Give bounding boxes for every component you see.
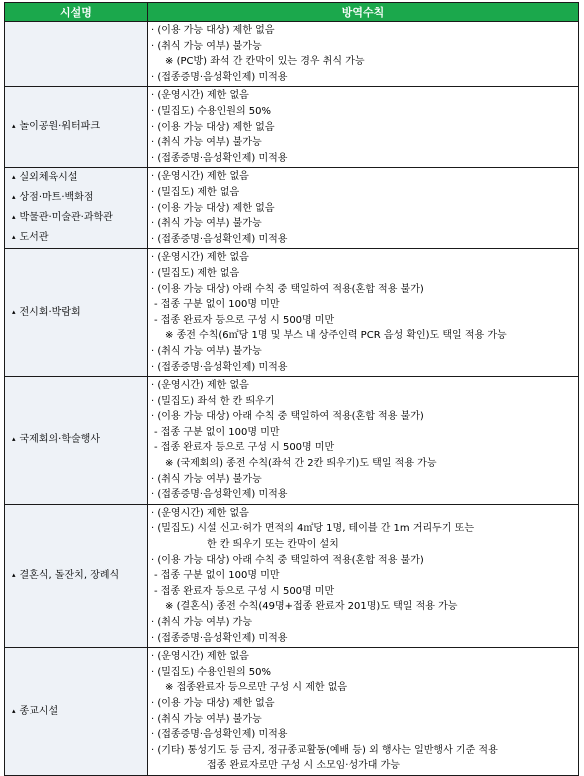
rule-item: · (이용 가능 대상) 제한 없음 bbox=[151, 23, 576, 39]
facility-name: ▴ 결혼식, 돌잔치, 장례식 bbox=[12, 566, 147, 586]
measures-cell bbox=[148, 87, 579, 168]
rule-item: · (밀집도) 수용인원의 50% bbox=[151, 104, 576, 120]
table-row bbox=[5, 377, 579, 505]
rule-item: · (밀집도) 좌석 한 칸 띄우기 bbox=[151, 394, 576, 410]
rule-item: · (취식 가능 여부) 가능 bbox=[151, 615, 576, 631]
rule-note: ※ 종전 수칙(6㎡당 1명 및 부스 내 상주인력 PCR 음성 확인)도 택일 적용 가능 bbox=[151, 328, 576, 344]
facility-cell bbox=[5, 22, 148, 87]
header-measures: 방역수칙 bbox=[148, 3, 579, 22]
measures-cell bbox=[148, 22, 579, 87]
measures-cell bbox=[148, 504, 579, 647]
facility-name: ▴ 도서관 bbox=[12, 228, 147, 248]
rule-item: · (기타) 통성기도 등 금지, 정규종교활동(예배 등) 외 행사는 일반행사 기준 적용 bbox=[151, 743, 576, 759]
rule-item: · (밀집도) 시설 신고·허가 면적의 4㎡당 1명, 테이블 간 1m 거리두기 또는 bbox=[151, 521, 576, 537]
rule-item: · (운영시간) 제한 없음 bbox=[151, 169, 576, 185]
facility-name: ▴ 놀이공원·워터파크 bbox=[12, 117, 147, 137]
rule-subitem: - 접종 구분 없이 100명 미만 bbox=[151, 568, 576, 584]
facility-name: ▴ 박물관·미술관·과학관 bbox=[12, 208, 147, 228]
rule-item: · (운영시간) 제한 없음 bbox=[151, 88, 576, 104]
rule-item: · (이용 가능 대상) 아래 수칙 중 택일하여 적용(혼합 적용 불가) bbox=[151, 553, 576, 569]
table-body bbox=[5, 22, 579, 776]
rule-item: · (이용 가능 대상) 제한 없음 bbox=[151, 201, 576, 217]
table-row bbox=[5, 22, 579, 87]
rule-subitem: - 접종 구분 없이 100명 미만 bbox=[151, 425, 576, 441]
rule-note: ※ (국제회의) 종전 수칙(좌석 간 2칸 띄우기)도 택일 적용 가능 bbox=[151, 456, 576, 472]
rule-note: ※ (PC방) 좌석 간 칸막이 있는 경우 취식 가능 bbox=[151, 54, 576, 70]
facility-name: ▴ 종교시설 bbox=[12, 702, 147, 722]
rule-item: · (취식 가능 여부) 불가능 bbox=[151, 135, 576, 151]
rule-item: · (밀집도) 제한 없음 bbox=[151, 266, 576, 282]
table-row bbox=[5, 168, 579, 249]
rule-note: ※ (결혼식) 종전 수칙(49명+접종 완료자 201명)도 택일 적용 가능 bbox=[151, 599, 576, 615]
rule-note: ※ 접종완료자 등으로만 구성 시 제한 없음 bbox=[151, 680, 576, 696]
rule-item: · (취식 가능 여부) 불가능 bbox=[151, 39, 576, 55]
facility-cell bbox=[5, 504, 148, 647]
rule-subitem: - 접종 완료자 등으로 구성 시 500명 미만 bbox=[151, 584, 576, 600]
rule-item: · (이용 가능 대상) 아래 수칙 중 택일하여 적용(혼합 적용 불가) bbox=[151, 409, 576, 425]
measures-cell bbox=[148, 377, 579, 505]
rule-item: 한 칸 띄우기 또는 칸막이 설치 bbox=[207, 539, 339, 551]
rule-item: · (접종증명·음성확인제) 미적용 bbox=[151, 151, 576, 167]
rule-item: · (접종증명·음성확인제) 미적용 bbox=[151, 727, 576, 743]
rule-item: · (이용 가능 대상) 제한 없음 bbox=[151, 696, 576, 712]
measures-cell bbox=[148, 249, 579, 377]
rule-item: · (이용 가능 대상) 제한 없음 bbox=[151, 120, 576, 136]
facility-cell bbox=[5, 87, 148, 168]
rule-item: 접종 완료자로만 구성 시 소모임·성가대 가능 bbox=[207, 760, 400, 772]
rule-item: · (운영시간) 제한 없음 bbox=[151, 506, 576, 522]
rule-item: · (운영시간) 제한 없음 bbox=[151, 250, 576, 266]
rule-item: · (접종증명·음성확인제) 미적용 bbox=[151, 70, 576, 86]
header-facility: 시설명 bbox=[5, 3, 148, 22]
quarantine-rules-table bbox=[4, 2, 579, 776]
rule-item: · (밀집도) 수용인원의 50% bbox=[151, 665, 576, 681]
rule-subitem: - 접종 구분 없이 100명 미만 bbox=[151, 297, 576, 313]
table-row bbox=[5, 249, 579, 377]
table-row bbox=[5, 87, 579, 168]
rule-subitem: - 접종 완료자 등으로 구성 시 500명 미만 bbox=[151, 440, 576, 456]
measures-cell bbox=[148, 648, 579, 776]
facility-name: ▴ 전시회·박람회 bbox=[12, 303, 147, 323]
rule-item: · (취식 가능 여부) 불가능 bbox=[151, 216, 576, 232]
table-header-row bbox=[5, 3, 579, 22]
facility-name: ▴ 상점·마트·백화점 bbox=[12, 188, 147, 208]
rule-item: · (이용 가능 대상) 아래 수칙 중 택일하여 적용(혼합 적용 불가) bbox=[151, 282, 576, 298]
facility-cell bbox=[5, 249, 148, 377]
facility-cell bbox=[5, 648, 148, 776]
facility-cell bbox=[5, 168, 148, 249]
rule-item: · (접종증명·음성확인제) 미적용 bbox=[151, 631, 576, 647]
rule-item: · (운영시간) 제한 없음 bbox=[151, 378, 576, 394]
rule-item: · (운영시간) 제한 없음 bbox=[151, 649, 576, 665]
rule-item: · (접종증명·음성확인제) 미적용 bbox=[151, 487, 576, 503]
measures-cell bbox=[148, 168, 579, 249]
facility-cell bbox=[5, 377, 148, 505]
rule-subitem: - 접종 완료자 등으로 구성 시 500명 미만 bbox=[151, 313, 576, 329]
facility-name: ▴ 국제회의·학술행사 bbox=[12, 430, 147, 450]
rule-item: · (접종증명·음성확인제) 미적용 bbox=[151, 232, 576, 248]
rule-item: · (취식 가능 여부) 불가능 bbox=[151, 472, 576, 488]
facility-name: ▴ 실외체육시설 bbox=[12, 168, 147, 188]
rule-item: · (취식 가능 여부) 불가능 bbox=[151, 712, 576, 728]
table-row bbox=[5, 504, 579, 647]
rule-item: · (취식 가능 여부) 불가능 bbox=[151, 344, 576, 360]
rule-item: · (접종증명·음성확인제) 미적용 bbox=[151, 360, 576, 376]
table-row bbox=[5, 648, 579, 776]
rule-item: · (밀집도) 제한 없음 bbox=[151, 185, 576, 201]
